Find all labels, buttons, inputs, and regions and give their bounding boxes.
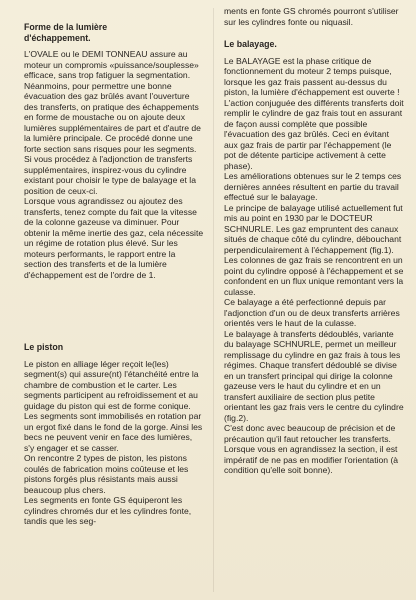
paragraph: Les segments en fonte GS équiperont les cylindres chromés dur et les cylindres fonte, tandis que les seg-	[24, 495, 192, 526]
right-column	[224, 6, 404, 596]
paragraph: L'OVALE ou le DEMI TONNEAU assure au moteur un compromis «puissance/souplesse» efficace, sans trop fatiguer la segmentation. Néanmoins, pour permettre une bonne évacuation des gaz brûlés avant l'ouverture des transferts, on pratique des échappements en forme de moustache ou on ajoute deux lumières supplémentaires de part et d'autre de la lumière principale. Ce procédé donne une forte section sans risques pour les segments.	[24, 49, 201, 154]
section-title-exhaust-port: Forme de la lumière d'échappement.	[24, 22, 108, 43]
section-title-piston: Le piston	[24, 342, 64, 352]
column-divider	[213, 8, 214, 592]
paragraph: Ce balayage a été perfectionné depuis par l'adjonction d'un ou de deux transferts arrières orientés vers le haut de la culasse.	[224, 297, 400, 328]
paragraph: Les segments sont immobilisés en rotation par un ergot fixé dans le fond de la gorge. Ainsi les becs ne peuvent venir en face des lumières, s'y engager et se casser.	[24, 411, 203, 453]
paragraph: L'action conjuguée des différents transferts doit remplir le cylindre de gaz frais tout en assurant de façon aussi complète que possible l'évacuation des gaz brûlés. Ceci en évitant aux gaz frais de partir par l'échappement (le pot de détente participe activement à cette phase).	[224, 97, 404, 171]
left-column	[24, 6, 204, 596]
paragraph: Le BALAYAGE est la phase critique de fonctionnement du moteur 2 temps puisque, lorsque les gaz frais passent au-dessus du piston, la lumière d'échappement est ouverte !	[224, 55, 400, 97]
paragraph: Lorsque vous agrandissez ou ajoutez des transferts, tenez compte du fait que la vitesse de la colonne gazeuse va diminuer. Pour obtenir la même inertie des gaz, cela nécessite un régime de rotation plus élevé. Sur les moteurs performants, le rapport entre la section des transferts et de la lumière d'échappement est de l'ordre de 1.	[24, 196, 204, 280]
paragraph: C'est donc avec beaucoup de précision et de précaution qu'il faut retoucher les transferts. Lorsque vous en agrandissez la section, il est impératif de ne pas en modifier l'orientation (à condition qu'elle soit bonne).	[224, 423, 399, 475]
paragraph: Le balayage à transferts dédoublés, variante du balayage SCHNURLE, permet un meilleur remplissage du cylindre en gaz frais à tous les régimes. Chaque transfert dédoublé se divise en un transfert principal qui dirige la colonne gazeuse vers le haut du cylindre et en un transfert auxiliaire de section plus petite orientant les gaz frais vers le centre du cylindre (fig.2).	[224, 328, 404, 423]
paragraph: Le principe de balayage utilisé actuellement fut mis au point en 1930 par le DOCTEUR SCHNURLE. Les gaz empruntent des canaux situés de chaque côté du cylindre, débouchant perpendiculairement à l'échappement (fig.1). Les colonnes de gaz frais se rencontrent en un point du cylindre opposé à l'échappement et se confondent en un flux unique remontant vers la culasse.	[224, 202, 404, 297]
paragraph: Le piston en alliage léger reçoit le(les) segment(s) qui assure(nt) l'étanchéité entre la chambre de combustion et le carter. Les segments participent au refroidissement et au guidage du piston qui est de forme conique.	[24, 358, 199, 411]
paragraph: Les améliorations obtenues sur le 2 temps ces dernières années résultent en partie du travail effectué sur le balayage.	[224, 171, 402, 202]
paragraph: On rencontre 2 types de piston, les pistons coulés de fabrication moins coûteuse et les pistons forgés plus résistants mais aussi beaucoup plus chers.	[24, 453, 189, 495]
section-title-scavenging: Le balayage.	[224, 39, 277, 49]
continuation-paragraph: ments en fonte GS chromés pourront s'utiliser sur les cylindres fonte ou niquasil.	[224, 6, 399, 27]
paragraph: Si vous procédez à l'adjonction de transferts supplémentaires, inspirez-vous du cylindre existant pour choisir le type de balayage et la position de ceux-ci.	[24, 154, 196, 196]
